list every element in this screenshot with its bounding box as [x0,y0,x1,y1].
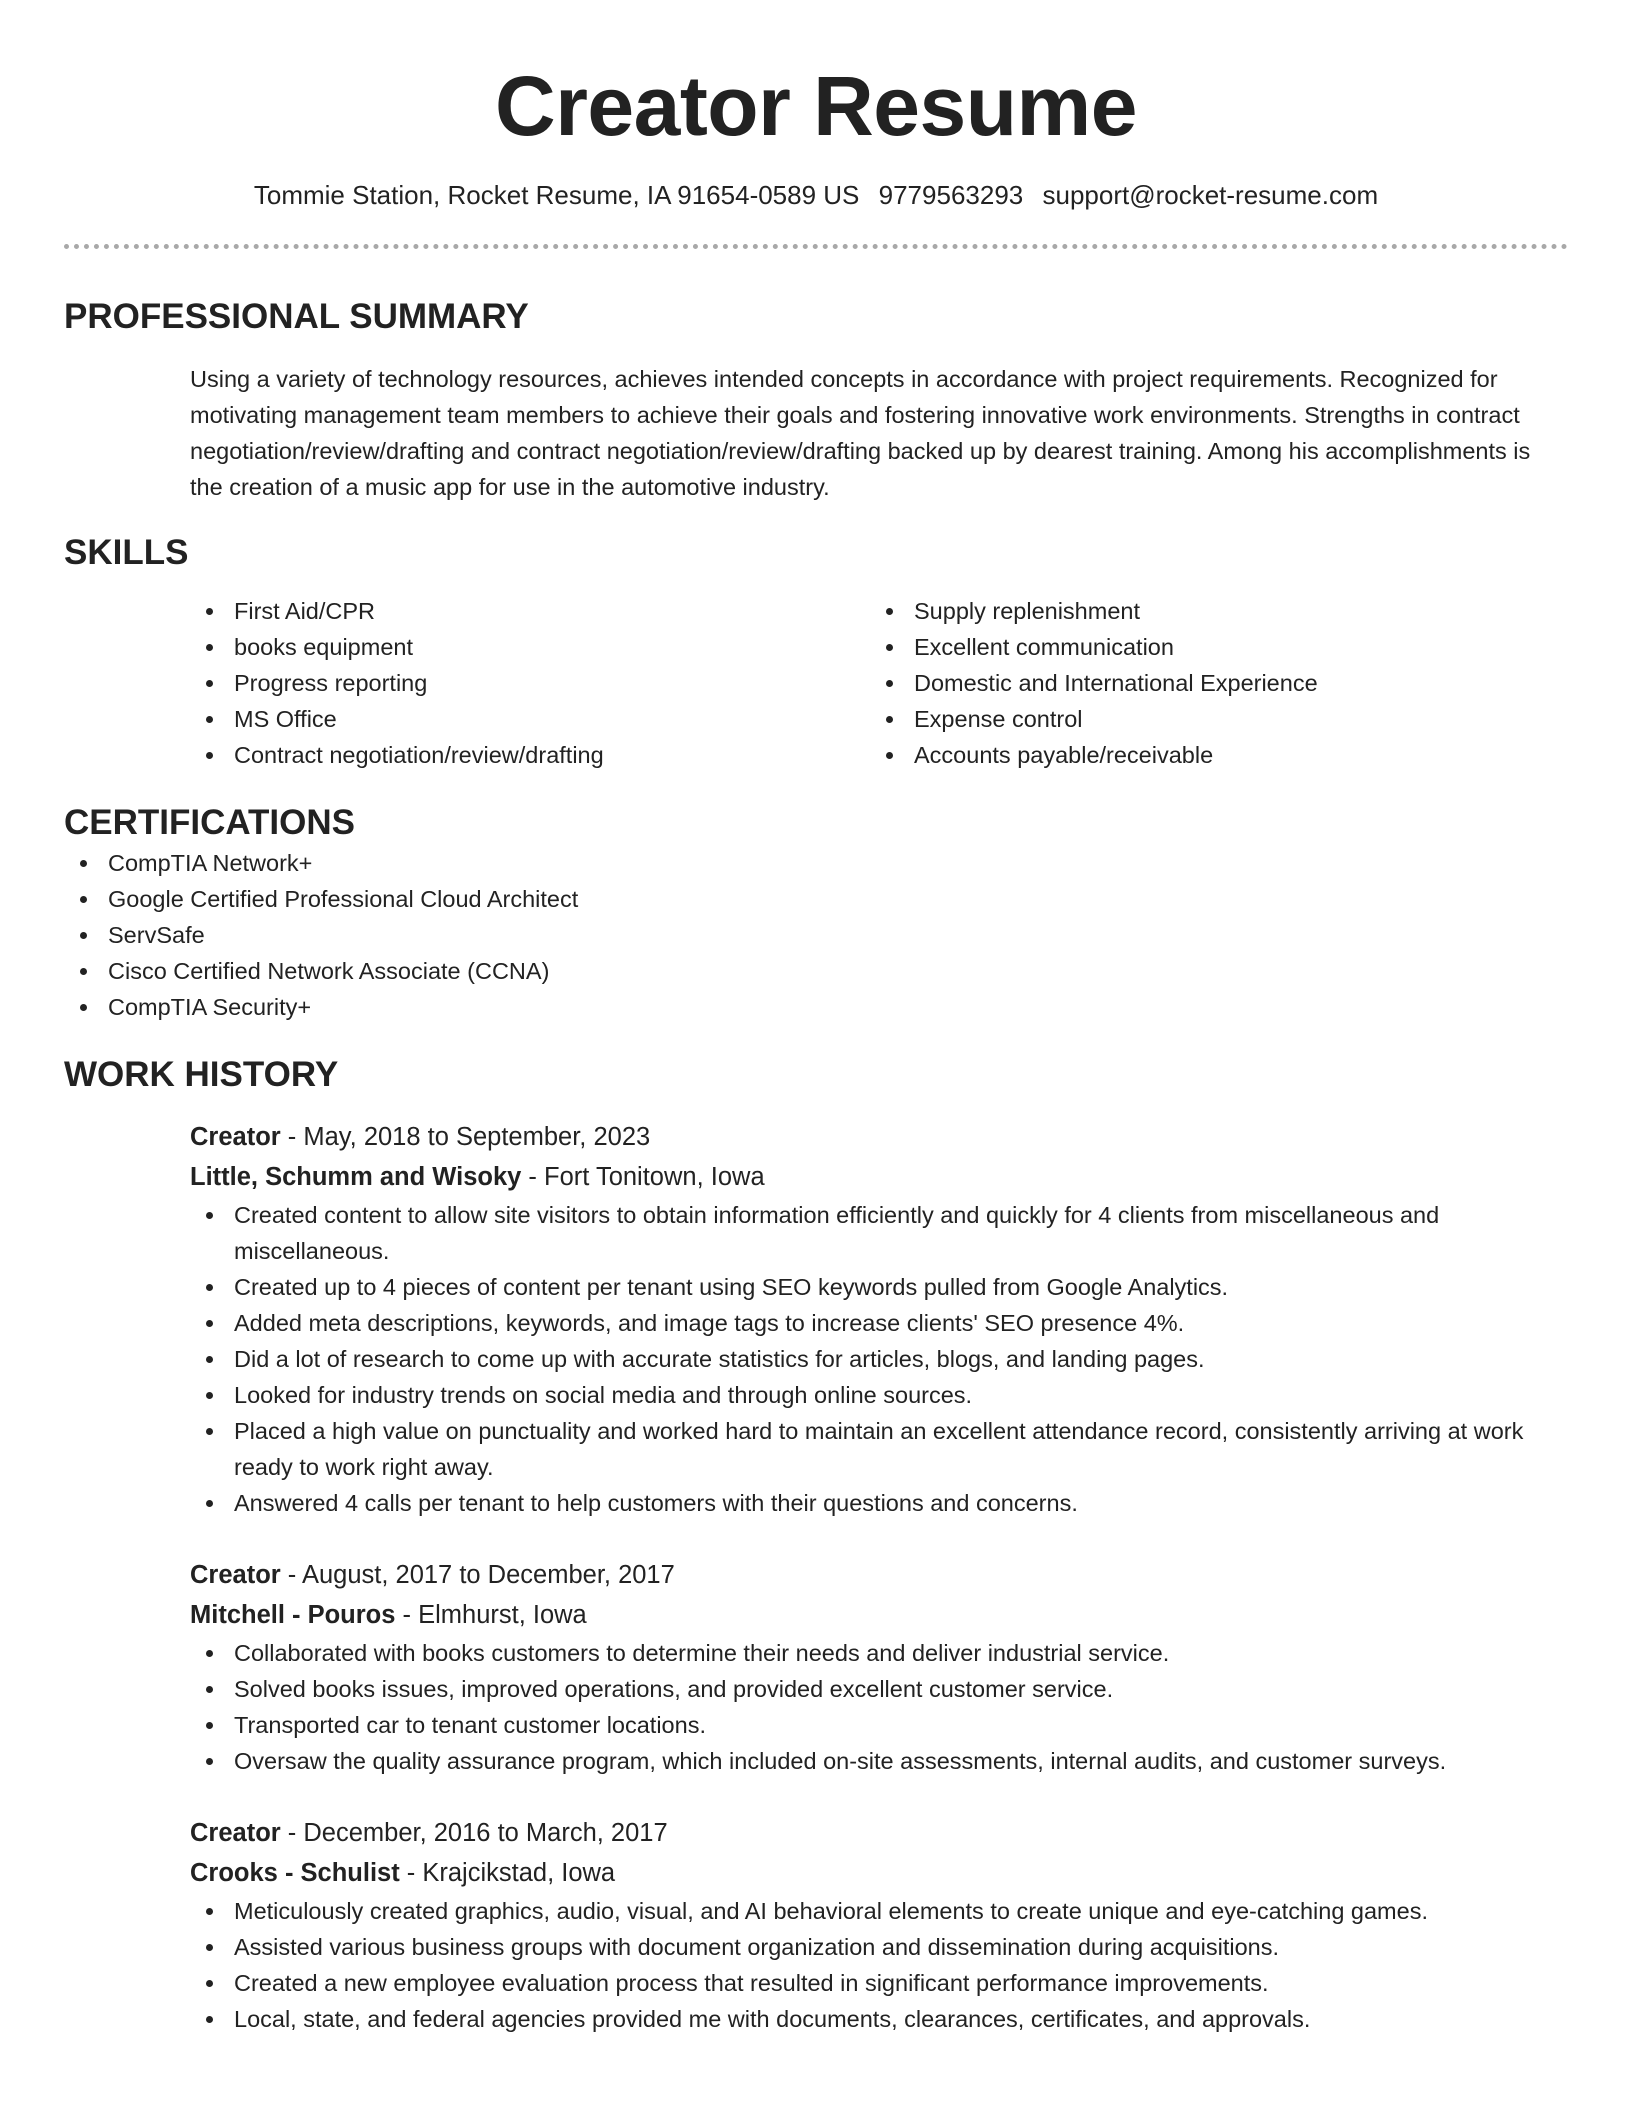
skill-item: Progress reporting [190,665,870,701]
job-role: Creator [190,1561,281,1589]
certification-item: CompTIA Security+ [64,989,1568,1025]
work-history-title: WORK HISTORY [64,1055,339,1094]
skill-item: Excellent communication [870,629,1550,665]
summary-title: PROFESSIONAL SUMMARY [64,297,529,336]
job-dates: - May, 2018 to September, 2023 [280,1123,651,1151]
contact-address: Tommie Station, Rocket Resume, IA 91654-0589 US [253,180,860,210]
certifications-title: CERTIFICATIONS [64,803,356,842]
resume-name: Creator Resume [495,59,1137,153]
job-bullet: Created a new employee evaluation process that resulted in significant performance improvements. [190,1965,1570,2001]
job-bullets [190,1893,1570,2037]
job-bullet: Oversaw the quality assurance program, which included on-site assessments, internal audits, and customer surveys. [190,1743,1570,1779]
job-role: Creator [190,1819,281,1847]
job-company-line [190,1595,1568,1635]
job-title-line [190,1117,1568,1157]
job-bullet: Meticulously created graphics, audio, visual, and AI behavioral elements to create unique and eye-catching games. [190,1893,1570,1929]
skill-item: books equipment [190,629,870,665]
skill-item: MS Office [190,701,870,737]
job-bullets [190,1197,1570,1521]
skill-item: Domestic and International Experience [870,665,1550,701]
job-bullets [190,1635,1570,1779]
job-entry [190,1813,1568,2037]
contact-phone: 9779563293 [878,180,1024,210]
job-entry [190,1555,1568,1779]
job-bullet: Assisted various business groups with document organization and dissemination during acquisitions. [190,1929,1570,1965]
skill-item: Expense control [870,701,1550,737]
skill-item: First Aid/CPR [190,593,870,629]
certifications-list [64,845,1568,1025]
job-location: - Krajcikstad, Iowa [399,1859,616,1887]
job-dates: - August, 2017 to December, 2017 [280,1561,675,1589]
job-dates: - December, 2016 to March, 2017 [280,1819,668,1847]
certification-item: Google Certified Professional Cloud Architect [64,881,1568,917]
certification-item: ServSafe [64,917,1568,953]
resume-page [64,0,1568,2037]
skills-column-left [190,593,870,773]
skill-item: Supply replenishment [870,593,1550,629]
job-bullet: Transported car to tenant customer locations. [190,1707,1570,1743]
job-company: Crooks - Schulist [190,1859,400,1887]
skills-grid [190,593,1568,773]
summary-text: Using a variety of technology resources, achieves intended concepts in accordance with project requirements. Recognized for motivating management team members to achieve their goals and fostering innovative work environments. Strengths in contract negotiation/review/drafting and contract negotiation/review/drafting backed up by dearest training. Among his accomplishments is the creation of a music app for use in the automotive industry. [190,366,1531,500]
job-bullet: Created up to 4 pieces of content per tenant using SEO keywords pulled from Google Analytics. [190,1269,1570,1305]
skills-column-right [870,593,1550,773]
job-bullet: Local, state, and federal agencies provided me with documents, clearances, certificates, and approvals. [190,2001,1570,2037]
job-bullet: Collaborated with books customers to determine their needs and deliver industrial service. [190,1635,1570,1671]
job-bullet: Placed a high value on punctuality and worked hard to maintain an excellent attendance record, consistently arriving at work ready to work right away. [190,1413,1570,1485]
certification-item: Cisco Certified Network Associate (CCNA) [64,953,1568,989]
job-bullet: Looked for industry trends on social media and through online sources. [190,1377,1570,1413]
job-bullet: Added meta descriptions, keywords, and image tags to increase clients' SEO presence 4%. [190,1305,1570,1341]
job-company: Mitchell - Pouros [190,1601,396,1629]
skills-title: SKILLS [64,533,189,572]
certifications-section [64,801,1568,1025]
skill-item: Contract negotiation/review/drafting [190,737,870,773]
work-history-section [64,1053,1568,2037]
header-divider [64,244,1568,249]
job-company-line [190,1157,1568,1197]
job-role: Creator [190,1123,281,1151]
skills-section [64,531,1568,773]
job-bullet: Did a lot of research to come up with accurate statistics for articles, blogs, and landing pages. [190,1341,1570,1377]
skill-item: Accounts payable/receivable [870,737,1550,773]
job-bullet: Created content to allow site visitors to obtain information efficiently and quickly for 4 clients from miscellaneous and miscellaneous. [190,1197,1570,1269]
contact-line [64,178,1568,212]
job-bullet: Solved books issues, improved operations, and provided excellent customer service. [190,1671,1570,1707]
job-title-line [190,1555,1568,1595]
job-bullet: Answered 4 calls per tenant to help customers with their questions and concerns. [190,1485,1570,1521]
contact-email[interactable]: support@rocket-resume.com [1042,180,1379,210]
job-entry [190,1117,1568,1521]
certification-item: CompTIA Network+ [64,845,1568,881]
job-location: - Fort Tonitown, Iowa [521,1163,765,1191]
job-company: Little, Schumm and Wisoky [190,1163,522,1191]
job-location: - Elmhurst, Iowa [395,1601,587,1629]
job-company-line [190,1853,1568,1893]
summary-section [64,295,1568,505]
job-title-line [190,1813,1568,1853]
